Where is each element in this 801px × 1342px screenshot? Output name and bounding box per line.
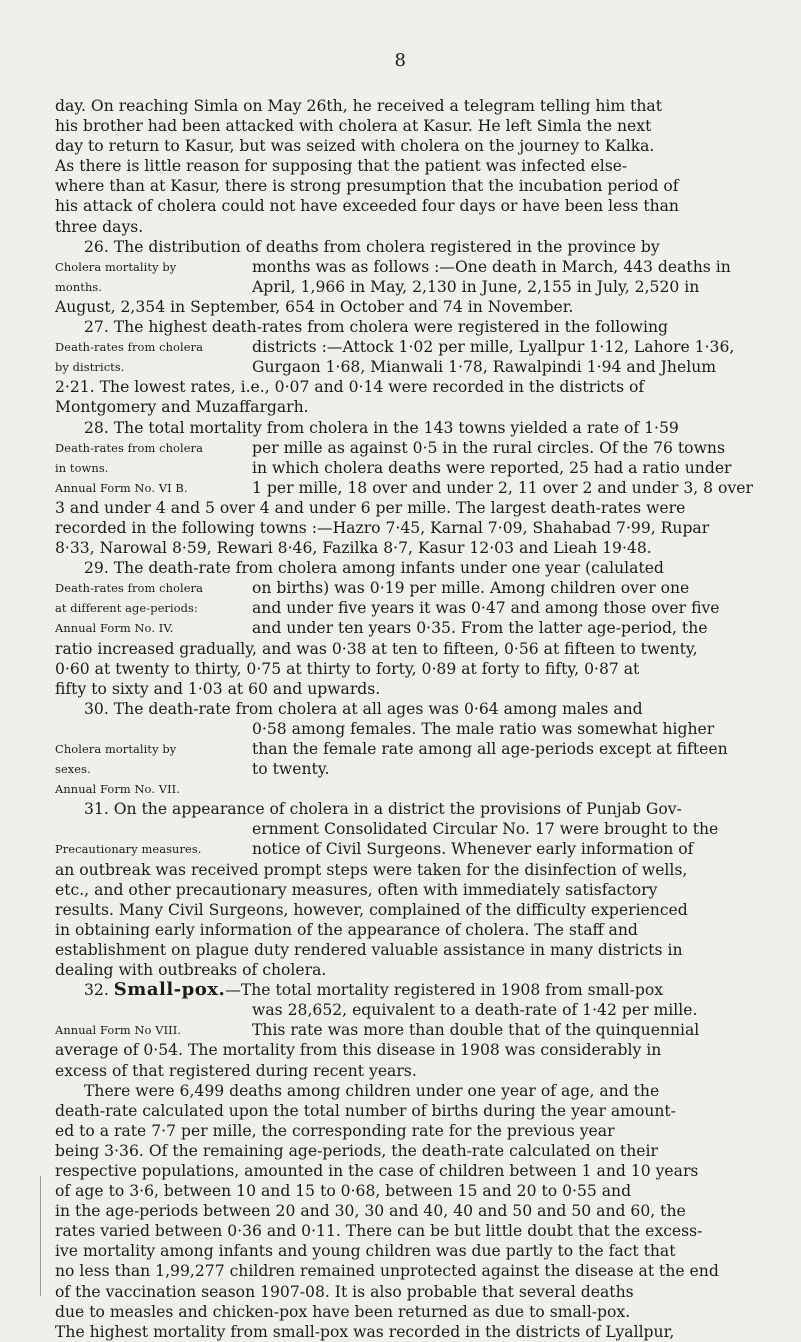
text-line: respective populations, amounted in the case of children between 1 and 10 years [55,1161,699,1180]
text-line [55,578,770,598]
text-line: fifty to sixty and 1·03 at 60 and upwards. [55,679,381,698]
paragraph-28 [55,418,770,559]
text-line-content: 0·58 among females. The male ratio was somewhat higher [252,719,715,738]
text-line: an outbreak was received prompt steps were taken for the disinfection of wells, [55,860,688,879]
text-line-content: notice of Civil Surgeons. Whenever early information of [252,840,694,859]
text-line: death-rate calculated upon the total number of births during the year amount- [55,1101,676,1120]
text-line-content: districts :—Attock 1·02 per mille, Lyallpur 1·12, Lahore 1·36, [252,338,735,357]
text-line [55,839,770,859]
margin-rule [40,1176,41,1296]
body-text [55,96,770,1342]
text-line: in the age-periods between 20 and 30, 30 and 40, 40 and 50 and 50 and 60, the [55,1202,686,1221]
text-line-content: Gurgaon 1·68, Mianwali 1·78, Rawalpindi 1·94 and Jhelum [252,358,717,377]
paragraph-lead: 31. On the appearance of cholera in a district the provisions of Punjab Gov- [84,800,682,819]
paragraph-lead: 26. The distribution of deaths from cholera registered in the province by [84,237,660,256]
text-line: being 3·36. Of the remaining age-periods, the death-rate calculated on their [55,1141,658,1160]
text-line-content: This rate was more than double that of the quinquennial [252,1021,700,1040]
text-line: 0·60 at twenty to thirty, 0·75 at thirty to forty, 0·89 at forty to fifty, 0·87 at [55,659,640,678]
paragraph-lead: 30. The death-rate from cholera at all ages was 0·64 among males and [84,699,643,718]
text-line [55,618,770,638]
text-line: of age to 3·6, between 10 and 15 to 0·68, between 15 and 20 to 0·55 and [55,1182,632,1201]
text-line: results. Many Civil Surgeons, however, complained of the difficulty experienced [55,900,688,919]
text-line: 3 and under 4 and 5 over 4 and under 6 per mille. The largest death-rates were [55,498,686,517]
margin-note: Cholera mortality by [55,742,177,756]
paragraph-32-small-pox [55,980,770,1080]
paragraph-infant-small-pox [55,1081,770,1342]
margin-note: Annual Form No. IV. [55,621,174,636]
text-line [55,779,770,799]
page-number: 8 [394,50,407,71]
margin-note: months. [55,279,103,294]
text-line-content: was 28,652, equivalent to a death-rate of 1·42 per mille. [252,1001,698,1020]
text-line-content: on births) was 0·19 per mille. Among children over one [252,579,690,598]
margin-note: Annual Form No. VII. [55,782,181,797]
text-line: ive mortality among infants and young children was due partly to the fact that [55,1242,676,1261]
text-line: 8·33, Narowal 8·59, Rewari 8·46, Fazilka 8·7, Kasur 12·03 and Lieah 19·48. [55,539,652,558]
text-line [55,438,770,458]
paragraph-number: 32. [84,981,109,1000]
text-line: establishment on plague duty rendered valuable assistance in many districts in [55,940,683,959]
margin-note: Annual Form No VIII. [55,1023,182,1038]
text-line [55,1000,770,1020]
margin-note: Cholera mortality by [55,259,177,274]
text-line: 2·21. The lowest rates, i.e., 0·07 and 0·14 were recorded in the districts of [55,378,645,397]
margin-note: Precautionary measures. [55,842,202,857]
text-line-content: April, 1,966 in May, 2,130 in June, 2,155 in July, 2,520 in [252,277,700,296]
text-line [55,598,770,618]
text-line: no less than 1,99,277 children remained unprotected against the disease at the end [55,1262,719,1281]
text-line-content: 1 per mille, 18 over and under 2, 11 over 2 and under 3, 8 over [252,478,753,497]
text-line: The highest mortality from small-pox was recorded in the districts of Lyallpur, [55,1322,675,1341]
text-line: day to return to Kasur, but was seized with cholera on the journey to Kalka. [55,137,655,156]
text-line: where than at Kasur, there is strong presumption that the incubation period of [55,177,679,196]
paragraph-lead: 27. The highest death-rates from cholera were registered in the following [84,318,668,337]
margin-note: sexes. [55,762,91,777]
text-line: of the vaccination season 1907-08. It is also probable that several deaths [55,1282,634,1301]
text-line-content: per mille as against 0·5 in the rural circles. Of the 76 towns [252,438,725,457]
text-line: day. On reaching Simla on May 26th, he received a telegram telling him that [55,97,662,115]
margin-note [55,1000,252,1020]
margin-note: by districts. [55,360,125,375]
text-line: rates varied between 0·36 and 0·11. There can be but little doubt that the excess- [55,1222,703,1241]
paragraph-lead: There were 6,499 deaths among children under one year of age, and the [84,1081,660,1100]
text-line: August, 2,354 in September, 654 in October and 74 in November. [55,297,574,316]
margin-note: at different age-periods: [55,601,198,616]
section-heading: Small-pox. [113,980,226,1001]
text-line: recorded in the following towns :—Hazro 7·45, Karnal 7·09, Shahabad 7·99, Rupar [55,518,710,537]
text-line: dealing with outbreaks of cholera. [55,961,327,980]
text-line: three days. [55,217,144,236]
text-line: ed to a rate 7·7 per mille, the corresponding rate for the previous year [55,1121,615,1140]
margin-note: in towns. [55,460,109,475]
text-line [55,257,770,277]
paragraph-30 [55,699,770,799]
text-line [55,337,770,357]
text-line [55,277,770,297]
text-line: excess of that registered during recent years. [55,1061,417,1080]
text-line: his attack of cholera could not have exceeded four days or have been less than [55,197,679,216]
text-line [55,478,770,498]
text-line [55,458,770,478]
text-line: As there is little reason for supposing that the patient was infected else- [55,157,628,176]
text-line-content: and under five years it was 0·47 and among those over five [252,599,720,618]
paragraph-26 [55,237,770,317]
text-line [55,1020,770,1040]
margin-note: Annual Form No. VI B. [55,480,188,495]
margin-note: Death-rates from cholera [55,581,203,596]
text-line-content: than the female rate among all age-periods except at fifteen [252,740,728,758]
text-line: ratio increased gradually, and was 0·38 at ten to fifteen, 0·56 at fifteen to twenty, [55,639,698,658]
paragraph-lead-text: —The total mortality registered in 1908 from small-pox [225,981,664,1000]
paragraph-lead [55,980,770,1000]
text-line-content: and under ten years 0·35. From the latter age-period, the [252,619,708,638]
text-line [55,719,770,739]
text-line [55,819,770,839]
text-line [55,759,770,779]
paragraph-lead: 28. The total mortality from cholera in the 143 towns yielded a rate of 1·59 [84,418,679,437]
margin-note: Death-rates from cholera [55,440,203,455]
margin-note: Death-rates from cholera [55,340,203,355]
paragraph-lead: 29. The death-rate from cholera among infants under one year (calulated [84,559,664,578]
text-line: Montgomery and Muzaffargarh. [55,398,309,417]
margin-note [55,819,252,839]
paragraph-27 [55,317,770,417]
paragraph-25-continuation [55,96,770,237]
paragraph-31 [55,799,770,980]
text-line-content [252,779,770,799]
text-line: etc., and other precautionary measures, often with immediately satisfactory [55,880,658,899]
text-line: average of 0·54. The mortality from this disease in 1908 was considerably in [55,1041,662,1060]
text-line-content: to twenty. [252,760,330,779]
paragraph-29 [55,558,770,699]
text-line [55,357,770,377]
text-line: in obtaining early information of the appearance of cholera. The staff and [55,920,638,939]
text-line-content: months was as follows :—One death in March, 443 deaths in [252,257,731,276]
text-line-content: ernment Consolidated Circular No. 17 were brought to the [252,820,719,839]
margin-note [55,719,252,739]
text-line-content: in which cholera deaths were reported, 25 had a ratio under [252,458,732,477]
text-line: due to measles and chicken-pox have been returned as due to small-pox. [55,1302,631,1321]
text-line [55,739,770,759]
text-line: his brother had been attacked with cholera at Kasur. He left Simla the next [55,117,652,136]
